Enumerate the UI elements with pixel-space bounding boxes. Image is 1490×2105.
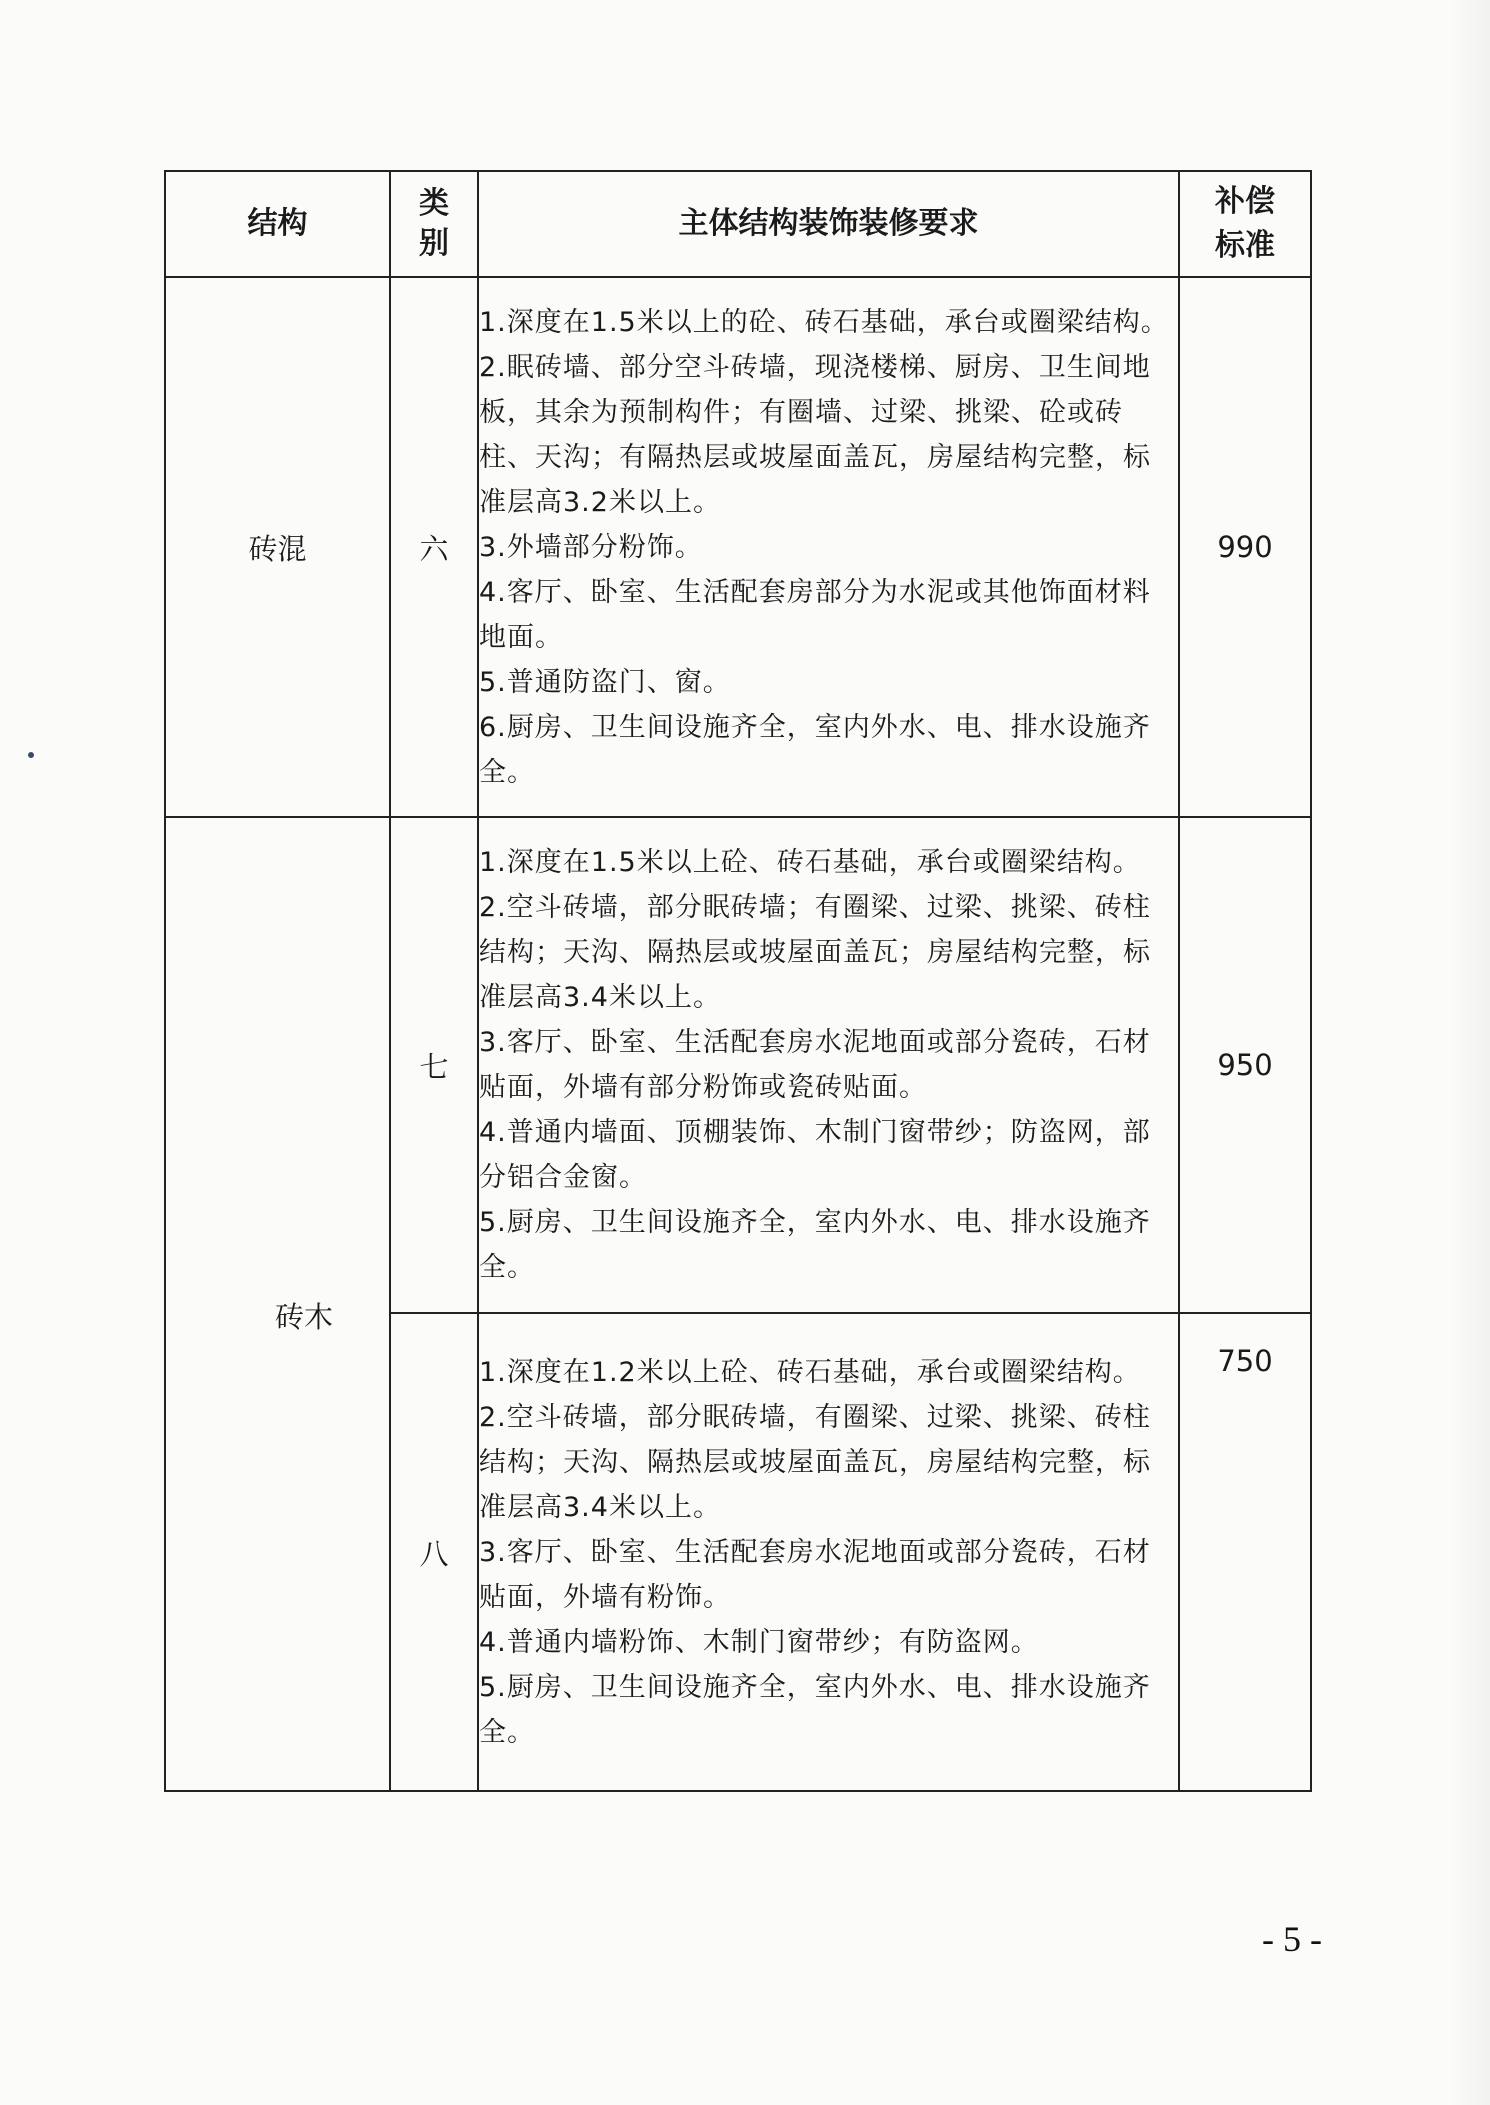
requirement-item: 5.普通防盗门、窗。	[479, 666, 731, 698]
header-category-text: 类别	[419, 186, 449, 261]
requirement-item: 3.外墙部分粉饰。	[479, 531, 703, 563]
header-structure: 结构	[165, 171, 390, 277]
scan-edge-shadow	[1448, 0, 1490, 2105]
requirements-cell	[478, 1313, 1179, 1791]
requirement-item: 3.客厅、卧室、生活配套房水泥地面或部分瓷砖，石材贴面，外墙有粉饰。	[479, 1536, 1151, 1613]
header-requirements: 主体结构装饰装修要求	[478, 171, 1179, 277]
header-category	[390, 171, 478, 277]
requirement-item: 1.深度在1.5米以上的砼、砖石基础，承台或圈梁结构。	[479, 306, 1169, 338]
header-standard-text: 补偿标准	[1215, 184, 1275, 263]
requirement-item: 2.眠砖墙、部分空斗砖墙，现浇楼梯、厨房、卫生间地板，其余为预制构件；有圈墙、过梁、挑梁、砼或砖柱、天沟；有隔热层或坡屋面盖瓦，房屋结构完整，标准层高3.2米以上。	[479, 351, 1151, 518]
category-cell: 七	[390, 817, 478, 1313]
requirement-item: 6.厨房、卫生间设施齐全，室内外水、电、排水设施齐全。	[479, 711, 1151, 788]
scan-speck	[28, 752, 34, 758]
requirement-item: 4.普通内墙面、顶棚装饰、木制门窗带纱；防盗网，部分铝合金窗。	[479, 1117, 1151, 1193]
table-row	[165, 277, 1311, 817]
standard-cell: 750	[1179, 1313, 1311, 1791]
category-cell: 六	[390, 277, 478, 817]
requirement-item: 2.空斗砖墙，部分眠砖墙，有圈梁、过梁、挑梁、砖柱结构；天沟、隔热层或坡屋面盖瓦，房屋结构完整，标准层高3.4米以上。	[479, 1401, 1151, 1523]
header-standard	[1179, 171, 1311, 277]
requirement-item: 1.深度在1.5米以上砼、砖石基础，承台或圈梁结构。	[479, 847, 1141, 878]
standard-cell: 990	[1179, 277, 1311, 817]
category-cell: 八	[390, 1313, 478, 1791]
requirement-item: 5.厨房、卫生间设施齐全，室内外水、电、排水设施齐全。	[479, 1671, 1151, 1748]
table-header-row	[165, 171, 1311, 277]
requirement-item: 3.客厅、卧室、生活配套房水泥地面或部分瓷砖，石材贴面，外墙有部分粉饰或瓷砖贴面。	[479, 1027, 1151, 1103]
structure-cell: 砖混	[165, 277, 390, 817]
compensation-standard-table	[164, 170, 1312, 1792]
requirement-item: 2.空斗砖墙，部分眠砖墙；有圈梁、过梁、挑梁、砖柱结构；天沟、隔热层或坡屋面盖瓦；房屋结构完整，标准层高3.4米以上。	[479, 892, 1151, 1013]
requirement-item: 4.客厅、卧室、生活配套房部分为水泥或其他饰面材料地面。	[479, 576, 1151, 653]
requirements-cell	[478, 277, 1179, 817]
requirement-item: 4.普通内墙粉饰、木制门窗带纱；有防盗网。	[479, 1626, 1039, 1658]
structure-label-brick-wood: 砖木	[275, 1300, 334, 1334]
table-row	[165, 817, 1311, 1313]
requirements-cell	[478, 817, 1179, 1313]
page-number: - 5 -	[1262, 1919, 1322, 1959]
requirement-item: 1.深度在1.2米以上砼、砖石基础，承台或圈梁结构。	[479, 1356, 1141, 1388]
requirement-item: 5.厨房、卫生间设施齐全，室内外水、电、排水设施齐全。	[479, 1207, 1151, 1283]
standard-cell: 950	[1179, 817, 1311, 1313]
